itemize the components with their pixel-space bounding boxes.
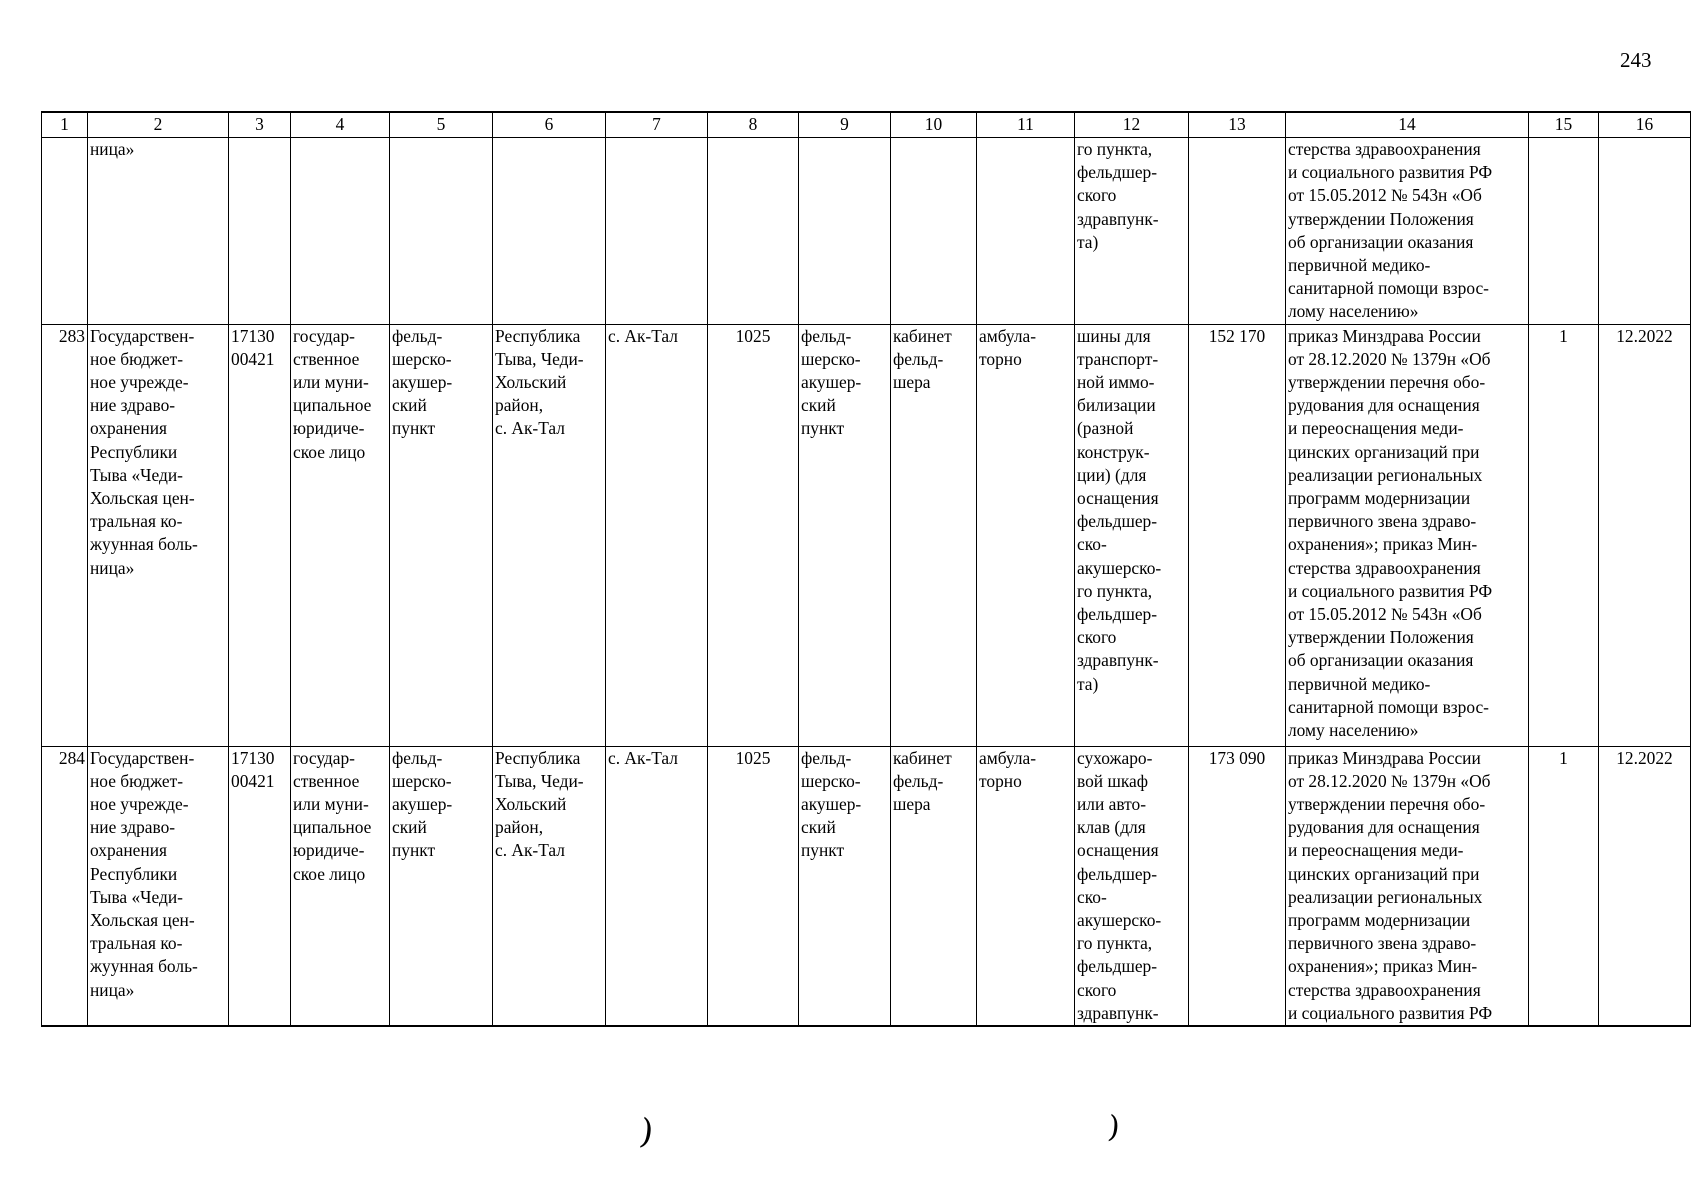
cell-text-line: ское лицо bbox=[293, 863, 366, 884]
cell-text-line: Хольская цен- bbox=[90, 488, 195, 509]
cell-text-line: тральная ко- bbox=[90, 933, 183, 954]
cell-text-line: 283 bbox=[58, 325, 85, 346]
cell-text-line: санитарной помощи взрос- bbox=[1288, 696, 1489, 717]
cell-mode bbox=[977, 138, 1075, 325]
cell-unit bbox=[799, 324, 891, 746]
cell-text-line: фельд- bbox=[893, 770, 944, 791]
cell-text-line: жуунная боль- bbox=[90, 956, 198, 977]
cell-text-line: ственное bbox=[293, 348, 360, 369]
col-header: 13 bbox=[1189, 112, 1286, 138]
col-header: 9 bbox=[799, 112, 891, 138]
cell-legal-form bbox=[291, 746, 390, 1026]
cell-mode bbox=[977, 746, 1075, 1026]
cell-text-line: от 28.12.2020 № 1379н «Об bbox=[1288, 348, 1491, 369]
cell-text-line: ского bbox=[1077, 185, 1117, 206]
cell-text-line: амбула- bbox=[979, 325, 1037, 346]
cell-text-line: 1 bbox=[1559, 325, 1568, 346]
cell-text-line: го пункта, bbox=[1077, 139, 1153, 159]
cell-text-line: ница» bbox=[90, 979, 135, 1000]
col-header: 1 bbox=[42, 112, 88, 138]
cell-text-line: го пункта, bbox=[1077, 933, 1153, 954]
cell-text-line: ное учрежде- bbox=[90, 794, 189, 815]
cell-settlement bbox=[606, 138, 708, 325]
cell-text-line: 1 bbox=[1559, 747, 1568, 768]
cell-text-line: ципальное bbox=[293, 395, 372, 416]
cell-text-line: или авто- bbox=[1077, 794, 1146, 815]
cell-cost bbox=[1189, 746, 1286, 1026]
cell-unit bbox=[799, 746, 891, 1026]
cell-text-line: с. Ак-Тал bbox=[608, 325, 678, 346]
cell-text-line: клав (для bbox=[1077, 817, 1146, 838]
cell-text-line: ница» bbox=[90, 557, 135, 578]
cell-text-line: от 15.05.2012 № 543н «Об bbox=[1288, 604, 1482, 625]
cell-text-line: цинских организаций при bbox=[1288, 863, 1480, 884]
cell-text-line: или муни- bbox=[293, 372, 369, 393]
cell-text-line: акушер- bbox=[801, 372, 862, 393]
cell-text-line: и социального развития РФ bbox=[1288, 1002, 1493, 1023]
cell-text-line: об организации оказания bbox=[1288, 650, 1474, 671]
cell-code bbox=[229, 324, 291, 746]
cell-text-line: торно bbox=[979, 770, 1022, 791]
cell-text-line: кабинет bbox=[893, 747, 952, 768]
cell-text-line: шерско- bbox=[801, 770, 861, 791]
cell-text-line: охранения»; приказ Мин- bbox=[1288, 534, 1478, 555]
cell-text-line: ное учрежде- bbox=[90, 372, 189, 393]
cell-text-line: ное бюджет- bbox=[90, 770, 183, 791]
col-header: 2 bbox=[88, 112, 229, 138]
cell-text-line: фельд- bbox=[801, 325, 852, 346]
col-header: 7 bbox=[606, 112, 708, 138]
cell-text-line: и переоснащения меди- bbox=[1288, 840, 1464, 861]
cell-text-line: стерства здравоохранения bbox=[1288, 979, 1481, 1000]
cell-room bbox=[891, 324, 977, 746]
cell-text-line: транспорт- bbox=[1077, 348, 1159, 369]
cell-quantity bbox=[1529, 138, 1599, 325]
cell-text-line: первичной медико- bbox=[1288, 255, 1431, 276]
cell-text-line: лому населению» bbox=[1288, 301, 1419, 322]
cell-text-line: юридиче- bbox=[293, 418, 365, 439]
cell-text-line: стерства здравоохранения bbox=[1288, 139, 1481, 159]
cell-legal-basis bbox=[1286, 138, 1529, 325]
cell-text-line: фельдшер- bbox=[1077, 956, 1158, 977]
cell-text-line: государ- bbox=[293, 325, 355, 346]
cell-text-line: реализации региональных bbox=[1288, 886, 1483, 907]
col-header: 12 bbox=[1075, 112, 1189, 138]
cell-text-line: ского bbox=[1077, 627, 1117, 648]
page-number: 243 bbox=[1620, 48, 1652, 72]
cell-population bbox=[708, 138, 799, 325]
cell-text-line: Государствен- bbox=[90, 325, 195, 346]
cell-text-line: билизации bbox=[1077, 395, 1156, 416]
cell-text-line: шины для bbox=[1077, 325, 1151, 346]
cell-text-line: ственное bbox=[293, 770, 360, 791]
cell-text-line: от 15.05.2012 № 543н «Об bbox=[1288, 185, 1482, 206]
cell-text-line: охранения»; приказ Мин- bbox=[1288, 956, 1478, 977]
cell-text-line: первичной медико- bbox=[1288, 673, 1431, 694]
col-header: 15 bbox=[1529, 112, 1599, 138]
cell-organization bbox=[88, 746, 229, 1026]
cell-text-line: фельд- bbox=[392, 325, 443, 346]
cell-number bbox=[42, 324, 88, 746]
col-header: 11 bbox=[977, 112, 1075, 138]
cell-text-line: и социального развития РФ bbox=[1288, 162, 1493, 183]
cell-text-line: ние здраво- bbox=[90, 395, 176, 416]
cell-equipment bbox=[1075, 324, 1189, 746]
cell-legal-form bbox=[291, 324, 390, 746]
cell-text-line: ско- bbox=[1077, 886, 1107, 907]
cell-text-line: (разной bbox=[1077, 418, 1134, 439]
cell-text-line: оснащения bbox=[1077, 488, 1159, 509]
cell-text-line: и социального развития РФ bbox=[1288, 580, 1493, 601]
cell-text-line: вой шкаф bbox=[1077, 770, 1149, 791]
col-header: 6 bbox=[493, 112, 606, 138]
cell-text-line: охранения bbox=[90, 840, 168, 861]
cell-equipment bbox=[1075, 746, 1189, 1026]
cell-text-line: реализации региональных bbox=[1288, 464, 1483, 485]
register-table bbox=[41, 111, 1691, 1027]
cell-text-line: район, bbox=[495, 395, 544, 416]
cell-legal-form bbox=[291, 138, 390, 325]
cell-equipment bbox=[1075, 138, 1189, 325]
cell-text-line: акушерско- bbox=[1077, 910, 1162, 931]
cell-text-line: здравпунк- bbox=[1077, 208, 1159, 229]
cell-text-line: фельд- bbox=[893, 348, 944, 369]
cell-text-line: фельдшер- bbox=[1077, 863, 1158, 884]
cell-number bbox=[42, 138, 88, 325]
cell-text-line: рудования для оснащения bbox=[1288, 817, 1480, 838]
cell-text-line: Республика bbox=[495, 747, 581, 768]
cell-text-line: фельдшер- bbox=[1077, 162, 1158, 183]
cell-text-line: фельдшер- bbox=[1077, 604, 1158, 625]
cell-text-line: государ- bbox=[293, 747, 355, 768]
cell-legal-basis bbox=[1286, 324, 1529, 746]
cell-text-line: ско- bbox=[1077, 534, 1107, 555]
cell-text-line: 00421 bbox=[231, 770, 275, 791]
cell-text-line: ский bbox=[801, 395, 836, 416]
cell-text-line: 12.2022 bbox=[1616, 325, 1673, 346]
cell-unit-type bbox=[390, 746, 493, 1026]
col-header: 4 bbox=[291, 112, 390, 138]
cell-text-line: ский bbox=[392, 395, 427, 416]
cell-text-line: санитарной помощи взрос- bbox=[1288, 278, 1489, 299]
cell-text-line: 284 bbox=[58, 747, 85, 768]
cell-text-line: торно bbox=[979, 348, 1022, 369]
cell-text-line: Тыва «Чеди- bbox=[90, 886, 183, 907]
cell-address bbox=[493, 324, 606, 746]
cell-address bbox=[493, 746, 606, 1026]
margin-mark: ) bbox=[1106, 1109, 1122, 1146]
cell-text-line: ции) (для bbox=[1077, 464, 1147, 485]
cell-text-line: пункт bbox=[801, 840, 845, 861]
cell-population bbox=[708, 324, 799, 746]
cell-text-line: акушер- bbox=[392, 794, 453, 815]
cell-text-line: 152 170 bbox=[1208, 325, 1266, 346]
cell-text-line: кабинет bbox=[893, 325, 952, 346]
cell-text-line: Государствен- bbox=[90, 747, 195, 768]
cell-text-line: район, bbox=[495, 817, 544, 838]
cell-text-line: юридиче- bbox=[293, 840, 365, 861]
table-row-continuation bbox=[42, 138, 1691, 325]
cell-text-line: цинских организаций при bbox=[1288, 441, 1480, 462]
cell-text-line: 12.2022 bbox=[1616, 747, 1673, 768]
cell-text-line: здравпунк- bbox=[1077, 650, 1159, 671]
col-header: 3 bbox=[229, 112, 291, 138]
cell-room bbox=[891, 746, 977, 1026]
cell-cost bbox=[1189, 138, 1286, 325]
cell-text-line: сухожаро- bbox=[1077, 747, 1153, 768]
cell-text-line: первичного звена здраво- bbox=[1288, 511, 1477, 532]
table-row bbox=[42, 324, 1691, 746]
table-row bbox=[42, 746, 1691, 1026]
cell-text-line: акушер- bbox=[392, 372, 453, 393]
col-header: 16 bbox=[1599, 112, 1691, 138]
cell-unit bbox=[799, 138, 891, 325]
cell-text-line: ципальное bbox=[293, 817, 372, 838]
cell-text-line: с. Ак-Тал bbox=[608, 747, 678, 768]
cell-text-line: Хольский bbox=[495, 794, 567, 815]
cell-text-line: ница» bbox=[90, 139, 135, 159]
cell-text-line: пункт bbox=[392, 418, 436, 439]
cell-quantity bbox=[1529, 324, 1599, 746]
cell-text-line: та) bbox=[1077, 673, 1099, 694]
cell-text-line: конструк- bbox=[1077, 441, 1150, 462]
cell-text-line: акушер- bbox=[801, 794, 862, 815]
cell-text-line: рудования для оснащения bbox=[1288, 395, 1480, 416]
cell-text-line: с. Ак-Тал bbox=[495, 840, 565, 861]
cell-text-line: 173 090 bbox=[1208, 747, 1266, 768]
margin-mark: ) bbox=[637, 1111, 656, 1153]
cell-text-line: первичного звена здраво- bbox=[1288, 933, 1477, 954]
cell-unit-type bbox=[390, 324, 493, 746]
cell-text-line: шерско- bbox=[392, 770, 452, 791]
cell-unit-type bbox=[390, 138, 493, 325]
cell-text-line: приказ Минздрава России bbox=[1288, 325, 1481, 346]
col-header: 8 bbox=[708, 112, 799, 138]
cell-text-line: фельд- bbox=[801, 747, 852, 768]
cell-text-line: 17130 bbox=[231, 747, 275, 768]
cell-date bbox=[1599, 324, 1691, 746]
cell-text-line: от 28.12.2020 № 1379н «Об bbox=[1288, 770, 1491, 791]
cell-text-line: ное бюджет- bbox=[90, 348, 183, 369]
cell-text-line: 1025 bbox=[735, 747, 771, 768]
cell-text-line: ское лицо bbox=[293, 441, 366, 462]
cell-text-line: 00421 bbox=[231, 348, 275, 369]
cell-settlement bbox=[606, 324, 708, 746]
cell-text-line: лому населению» bbox=[1288, 720, 1419, 741]
col-header: 5 bbox=[390, 112, 493, 138]
cell-text-line: программ модернизации bbox=[1288, 488, 1471, 509]
cell-settlement bbox=[606, 746, 708, 1026]
cell-cost bbox=[1189, 324, 1286, 746]
cell-text-line: фельдшер- bbox=[1077, 511, 1158, 532]
cell-text-line: Республики bbox=[90, 441, 178, 462]
cell-text-line: Тыва «Чеди- bbox=[90, 464, 183, 485]
cell-text-line: программ модернизации bbox=[1288, 910, 1471, 931]
column-number-header bbox=[42, 112, 1691, 138]
cell-text-line: Республики bbox=[90, 863, 178, 884]
cell-text-line: шера bbox=[893, 372, 931, 393]
cell-text-line: утверждении перечня обо- bbox=[1288, 794, 1486, 815]
cell-quantity bbox=[1529, 746, 1599, 1026]
cell-text-line: здравпунк- bbox=[1077, 1002, 1159, 1023]
cell-address bbox=[493, 138, 606, 325]
cell-text-line: или муни- bbox=[293, 794, 369, 815]
cell-text-line: шера bbox=[893, 794, 931, 815]
cell-text-line: приказ Минздрава России bbox=[1288, 747, 1481, 768]
cell-text-line: утверждении перечня обо- bbox=[1288, 372, 1486, 393]
cell-text-line: го пункта, bbox=[1077, 580, 1153, 601]
cell-text-line: ние здраво- bbox=[90, 817, 176, 838]
col-header: 10 bbox=[891, 112, 977, 138]
cell-code bbox=[229, 746, 291, 1026]
cell-date bbox=[1599, 138, 1691, 325]
cell-text-line: ский bbox=[392, 817, 427, 838]
cell-number bbox=[42, 746, 88, 1026]
cell-text-line: утверждении Положения bbox=[1288, 208, 1474, 229]
cell-date bbox=[1599, 746, 1691, 1026]
cell-organization bbox=[88, 324, 229, 746]
cell-text-line: Тыва, Чеди- bbox=[495, 348, 584, 369]
cell-population bbox=[708, 746, 799, 1026]
cell-text-line: Республика bbox=[495, 325, 581, 346]
cell-text-line: 17130 bbox=[231, 325, 275, 346]
cell-text-line: шерско- bbox=[801, 348, 861, 369]
cell-text-line: ский bbox=[801, 817, 836, 838]
cell-mode bbox=[977, 324, 1075, 746]
cell-text-line: оснащения bbox=[1077, 840, 1159, 861]
cell-text-line: ского bbox=[1077, 979, 1117, 1000]
cell-text-line: ной иммо- bbox=[1077, 372, 1155, 393]
cell-code bbox=[229, 138, 291, 325]
cell-text-line: с. Ак-Тал bbox=[495, 418, 565, 439]
col-header: 14 bbox=[1286, 112, 1529, 138]
cell-organization bbox=[88, 138, 229, 325]
cell-room bbox=[891, 138, 977, 325]
cell-text-line: Хольская цен- bbox=[90, 910, 195, 931]
cell-text-line: об организации оказания bbox=[1288, 231, 1474, 252]
cell-text-line: Хольский bbox=[495, 372, 567, 393]
cell-text-line: пункт bbox=[392, 840, 436, 861]
cell-text-line: стерства здравоохранения bbox=[1288, 557, 1481, 578]
cell-text-line: шерско- bbox=[392, 348, 452, 369]
cell-text-line: 1025 bbox=[735, 325, 771, 346]
cell-text-line: утверждении Положения bbox=[1288, 627, 1474, 648]
cell-text-line: и переоснащения меди- bbox=[1288, 418, 1464, 439]
cell-legal-basis bbox=[1286, 746, 1529, 1026]
cell-text-line: фельд- bbox=[392, 747, 443, 768]
cell-text-line: охранения bbox=[90, 418, 168, 439]
cell-text-line: Тыва, Чеди- bbox=[495, 770, 584, 791]
cell-text-line: пункт bbox=[801, 418, 845, 439]
cell-text-line: жуунная боль- bbox=[90, 534, 198, 555]
cell-text-line: та) bbox=[1077, 231, 1099, 252]
cell-text-line: тральная ко- bbox=[90, 511, 183, 532]
cell-text-line: акушерско- bbox=[1077, 557, 1162, 578]
cell-text-line: амбула- bbox=[979, 747, 1037, 768]
